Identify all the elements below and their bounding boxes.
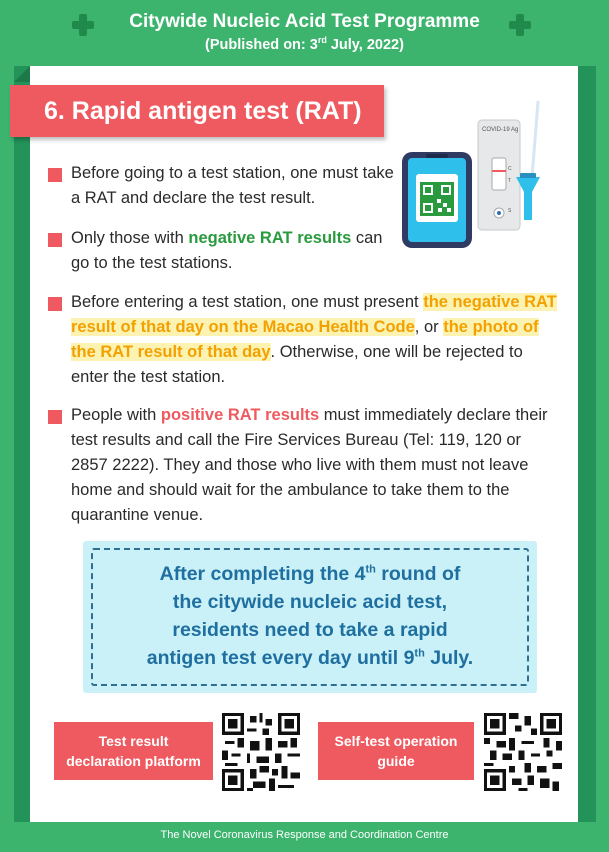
- rat-illustration: [400, 100, 560, 260]
- qr-code-icon[interactable]: [484, 713, 562, 791]
- published-date: (Published on: 3rd July, 2022): [205, 35, 404, 53]
- section-title: 6. Rapid antigen test (RAT): [10, 85, 384, 137]
- notice-text: After completing the 4th round of the citywide nucleic acid test, residents need to take a rapid antigen test every day until 9th July.: [146, 563, 474, 669]
- qr-code-icon[interactable]: [222, 713, 300, 791]
- svg-text:S: S: [508, 208, 512, 214]
- page-title: Citywide Nucleic Acid Test Programme: [129, 11, 480, 32]
- bullet-marker: [48, 168, 62, 182]
- declaration-platform-button[interactable]: Test result declaration platform: [54, 722, 213, 780]
- point-1: Before going to a test station, one must take a RAT and declare the test result.: [71, 164, 394, 207]
- svg-text:C: C: [508, 166, 512, 172]
- point-4: People with positive RAT results must immediately declare their test results and call the Fire Services Bureau (Tel: 119, 120 or 2857 2222). They and those who live with them must not leave home and should wait for the ambulance to take them to the quarantine venue.: [71, 406, 548, 524]
- footer: The Novel Coronavirus Response and Coordination Centre: [0, 822, 609, 852]
- self-test-guide-button[interactable]: Self-test operation guide: [318, 722, 474, 780]
- phone-qr-icon: [402, 152, 472, 248]
- point-2: Only those with negative RAT results can go to the test stations.: [71, 229, 383, 272]
- bullet-marker: [48, 233, 62, 247]
- point-3: Before entering a test station, one must present the negative RAT result of that day on the Macao Health Code, or the photo of the RAT result of that day. Otherwise, one will be rejected to enter the test station.: [71, 293, 557, 386]
- svg-text:T: T: [508, 178, 512, 184]
- notice-box: [83, 541, 537, 693]
- bullet-marker: [48, 410, 62, 424]
- bullet-marker: [48, 297, 62, 311]
- header-banner: [0, 0, 609, 66]
- rat-test-kit-icon: [478, 102, 540, 230]
- paper-fold: [14, 66, 30, 82]
- kit-label: COVID-19 Ag: [482, 127, 519, 133]
